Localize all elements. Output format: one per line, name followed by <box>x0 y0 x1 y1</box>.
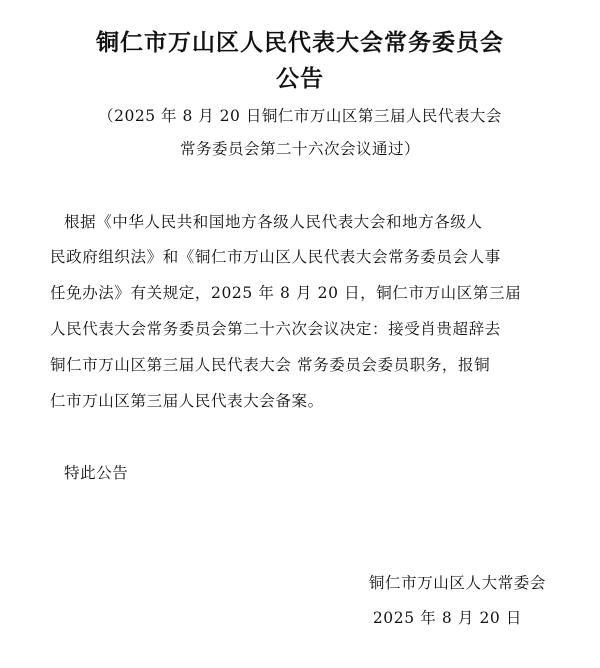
adoption-note-line-2: 常务委员会第二十六次会议通过） <box>179 140 420 158</box>
body-line-4: 人民代表大会常务委员会第二十六次会议决定：接受肖贵超辞去 <box>50 320 501 338</box>
body-line-3: 任免办法》有关规定，2025 年 8 月 20 日，铜仁市万山区第三届 <box>50 284 522 302</box>
signature-organization: 铜仁市万山区人大常委会 <box>368 574 546 592</box>
body-line-5: 铜仁市万山区第三届人民代表大会 常务委员会委员职务，报铜 <box>50 356 491 374</box>
signature-date: 2025 年 8 月 20 日 <box>372 609 522 627</box>
announcement-heading: 公告 <box>276 66 324 92</box>
body-line-1: 根据《中华人民共和国地方各级人民代表大会和地方各级人 <box>64 213 483 231</box>
announcement-title: 铜仁市万山区人民代表大会常务委员会 <box>96 30 504 56</box>
body-line-6: 仁市万山区第三届人民代表大会备案。 <box>50 392 324 410</box>
body-line-2: 民政府组织法》和《铜仁市万山区人民代表大会常务委员会人事 <box>50 248 501 266</box>
adoption-note-line-1: （2025 年 8 月 20 日铜仁市万山区第三届人民代表大会 <box>98 107 502 125</box>
closing-remark: 特此公告 <box>64 464 129 482</box>
